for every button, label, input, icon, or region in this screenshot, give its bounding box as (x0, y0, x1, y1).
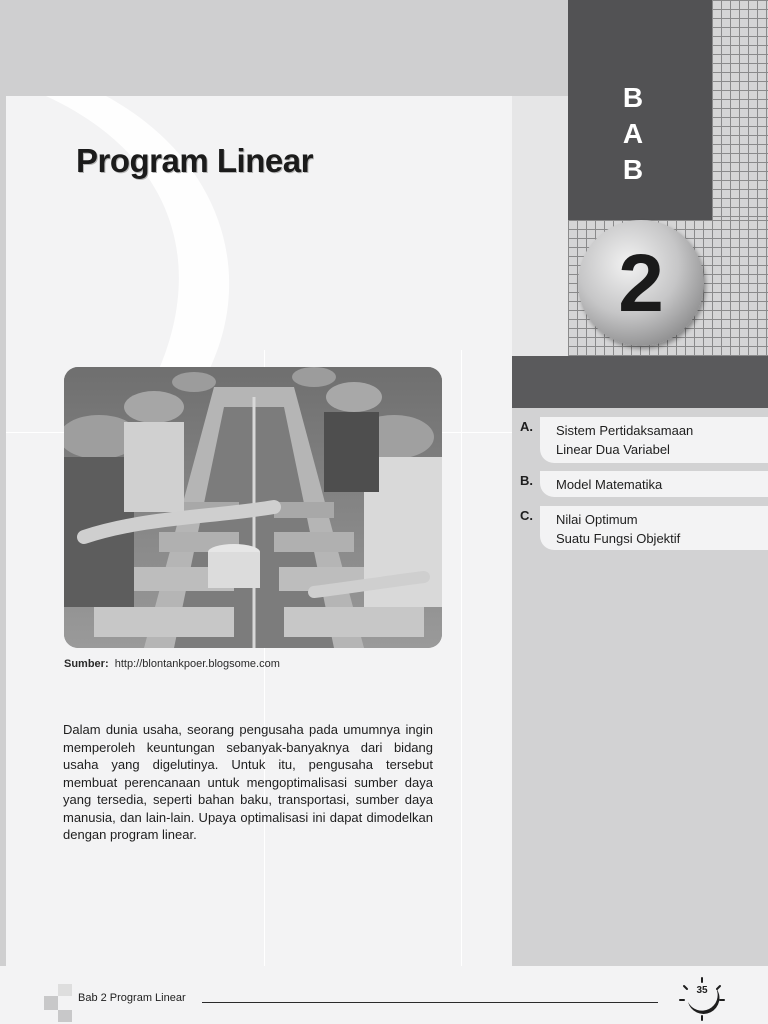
photo-source (64, 658, 280, 670)
source-label: Sumber: (64, 658, 109, 670)
toc-line: Nilai Optimum (556, 512, 638, 527)
intro-paragraph: Dalam dunia usaha, seorang pengusaha pada umumnya ingin memperoleh keuntungan sebanyak-banyaknya dari bidang usaha yang digelutinya. Untuk itu, pengusaha tersebut membuat perencanaan untuk mengoptimalisasi sumber daya yang tersedia, seperti bahan baku, transportasi, sumber daya manusia, dan lain-lain. Upaya optimalisasi ini dapat dimodelkan dengan program linear. (63, 722, 433, 842)
page-number: 35 (696, 985, 708, 996)
right-column (512, 380, 768, 966)
toc-line: Model Matematika (556, 477, 663, 492)
toc-entry (540, 471, 768, 497)
toc-entry (540, 506, 768, 550)
bab-label-block (568, 0, 712, 220)
toc-entry (540, 417, 768, 463)
bab-letter: B (622, 82, 644, 113)
chapter-number: 2 (618, 238, 664, 329)
grid-pattern (712, 0, 768, 220)
bab-letter: B (622, 154, 644, 185)
footer-square (58, 1010, 72, 1022)
top-band (0, 0, 568, 96)
toc-letter: B. (520, 473, 533, 488)
bab-letter: A (622, 118, 644, 149)
toc-header-bar (512, 356, 768, 408)
workers-photo (64, 367, 442, 648)
toc-line: Sistem Pertidaksamaan (556, 423, 694, 438)
source-url: http://blontankpoer.blogsome.com (114, 658, 280, 670)
footer-square (44, 996, 58, 1010)
page-title: Program Linear (76, 142, 313, 179)
sun-moon-icon (678, 976, 726, 1022)
toc-line: Suatu Fungsi Objektif (556, 531, 681, 546)
running-title: Bab 2 Program Linear (78, 992, 186, 1004)
toc-letter: C. (520, 508, 533, 523)
footer-square (58, 984, 72, 996)
photo-illustration (64, 367, 442, 648)
guide-line (461, 350, 462, 966)
footer-rule (202, 1002, 658, 1003)
toc-letter: A. (520, 419, 533, 434)
toc-line: Linear Dua Variabel (556, 442, 670, 457)
